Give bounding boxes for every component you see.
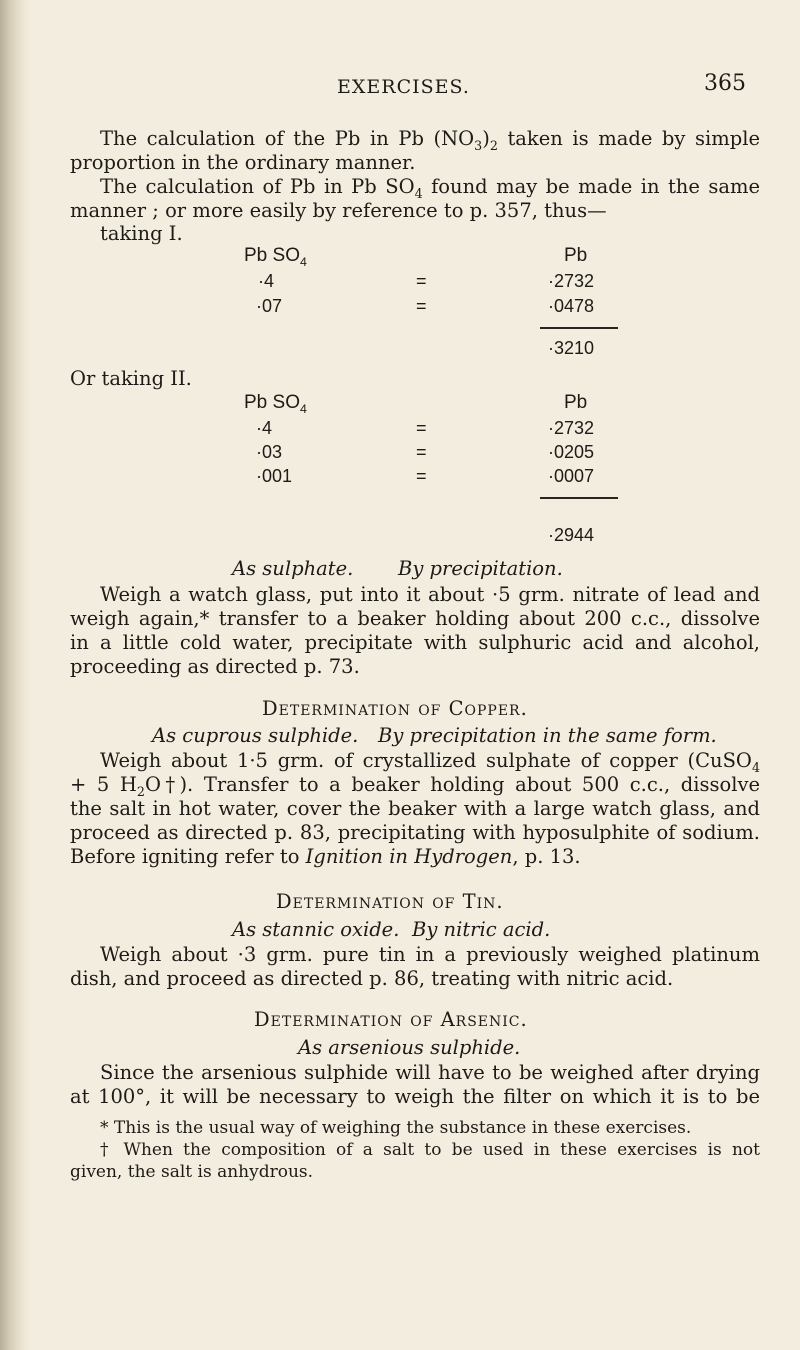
arsenic-line1: Since the arsenious sulphide will have to be weighed after drying: [100, 1061, 760, 1084]
copper-line5: Before igniting refer to Ignition in Hydrogen, p. 13.: [70, 845, 581, 868]
footnote-dagger-line1: † When the composition of a salt to be used in these exercises is not: [100, 1140, 760, 1160]
table2-row2-eq: =: [416, 442, 427, 462]
table1-row2-right: ·0478: [548, 296, 595, 316]
arsenic-line2: at 100°, it will be necessary to weigh the filter on which it is to be: [70, 1085, 760, 1108]
copper-line4: proceed as directed p. 83, precipitating with hyposulphite of sodium.: [70, 821, 760, 844]
sulphate-line2: weigh again,* transfer to a beaker holding about 200 c.c., dissolve: [70, 607, 760, 630]
table2-row3-eq: =: [416, 466, 427, 486]
copper-line3: the salt in hot water, cover the beaker with a large watch glass, and: [70, 797, 760, 820]
tin-line1: Weigh about ·3 grm. pure tin in a previously weighed platinum: [100, 943, 760, 966]
copper-subtitle-a: As cuprous sulphide.: [152, 724, 359, 747]
table2-total: ·2944: [548, 525, 595, 545]
tin-line2: dish, and proceed as directed p. 86, treating with nitric acid.: [70, 967, 674, 990]
tin-subtitle-a: As stannic oxide.: [232, 918, 400, 941]
arsenic-subtitle: As arsenious sulphide.: [298, 1036, 521, 1059]
copper-heading: Determination of Copper.: [262, 697, 528, 720]
or-taking-label: Or taking II.: [70, 367, 192, 390]
table2-row2-right: ·0205: [548, 442, 595, 462]
table1-row2-left: ·07: [256, 296, 283, 316]
table2-row1-right: ·2732: [548, 418, 595, 438]
running-header-title: EXERCISES.: [337, 76, 470, 98]
para2-line1: The calculation of Pb in Pb $SO_4$ found may be made in the same: [100, 175, 760, 201]
sulphate-line1: Weigh a watch glass, put into it about ·5 grm. nitrate of lead and: [100, 583, 760, 606]
table2-head-left: Pb $SO_4$: [244, 392, 307, 416]
para1-line2: proportion in the ordinary manner.: [70, 151, 416, 174]
table1-head-left: Pb $SO_4$: [244, 245, 307, 269]
table1-total: ·3210: [548, 338, 595, 358]
para1-line1: The calculation of the Pb in Pb $(NO_3)_2$ taken is made by simple: [100, 127, 760, 153]
tin-heading: Determination of Tin.: [276, 890, 504, 913]
table2-row1-eq: =: [416, 418, 427, 438]
sulphate-subtitle-a: As sulphate.: [232, 557, 354, 580]
tin-subtitle-b: By nitric acid.: [412, 918, 551, 941]
table2-row1-left: ·4: [256, 418, 273, 438]
table2-row3-left: ·001: [256, 466, 293, 486]
copper-line1: Weigh about 1·5 grm. of crystallized sulphate of copper (CuSO$_4$: [100, 749, 760, 775]
table2-head-right: Pb: [564, 392, 588, 413]
para2-line2: manner ; or more easily by reference to p. 357, thus—: [70, 199, 607, 222]
table2-row3-right: ·0007: [548, 466, 595, 486]
para2-line3: taking I.: [100, 222, 183, 245]
footnote-dagger-line2: given, the salt is anhydrous.: [70, 1162, 314, 1182]
table2-sum-rule: [540, 497, 618, 499]
table1-row1-eq: =: [416, 271, 427, 291]
arsenic-heading: Determination of Arsenic.: [254, 1008, 528, 1031]
copper-line2: + 5 $H_2O\dagger$). Transfer to a beaker holding about 500 c.c., dissolve: [70, 773, 760, 799]
footnote-asterisk: * This is the usual way of weighing the substance in these exercises.: [100, 1118, 692, 1138]
copper-subtitle-b: By precipitation in the same form.: [378, 724, 717, 747]
table2-row2-left: ·03: [256, 442, 283, 462]
table1-head-right: Pb: [564, 245, 588, 266]
sulphate-line3: in a little cold water, precipitate with sulphuric acid and alcohol,: [70, 631, 760, 654]
sulphate-subtitle-b: By precipitation.: [398, 557, 563, 580]
table1-row1-left: ·4: [258, 271, 275, 291]
page-number: 365: [704, 71, 746, 96]
sulphate-line4: proceeding as directed p. 73.: [70, 655, 360, 678]
table1-sum-rule: [540, 327, 618, 329]
table1-row1-right: ·2732: [548, 271, 595, 291]
table1-row2-eq: =: [416, 296, 427, 316]
